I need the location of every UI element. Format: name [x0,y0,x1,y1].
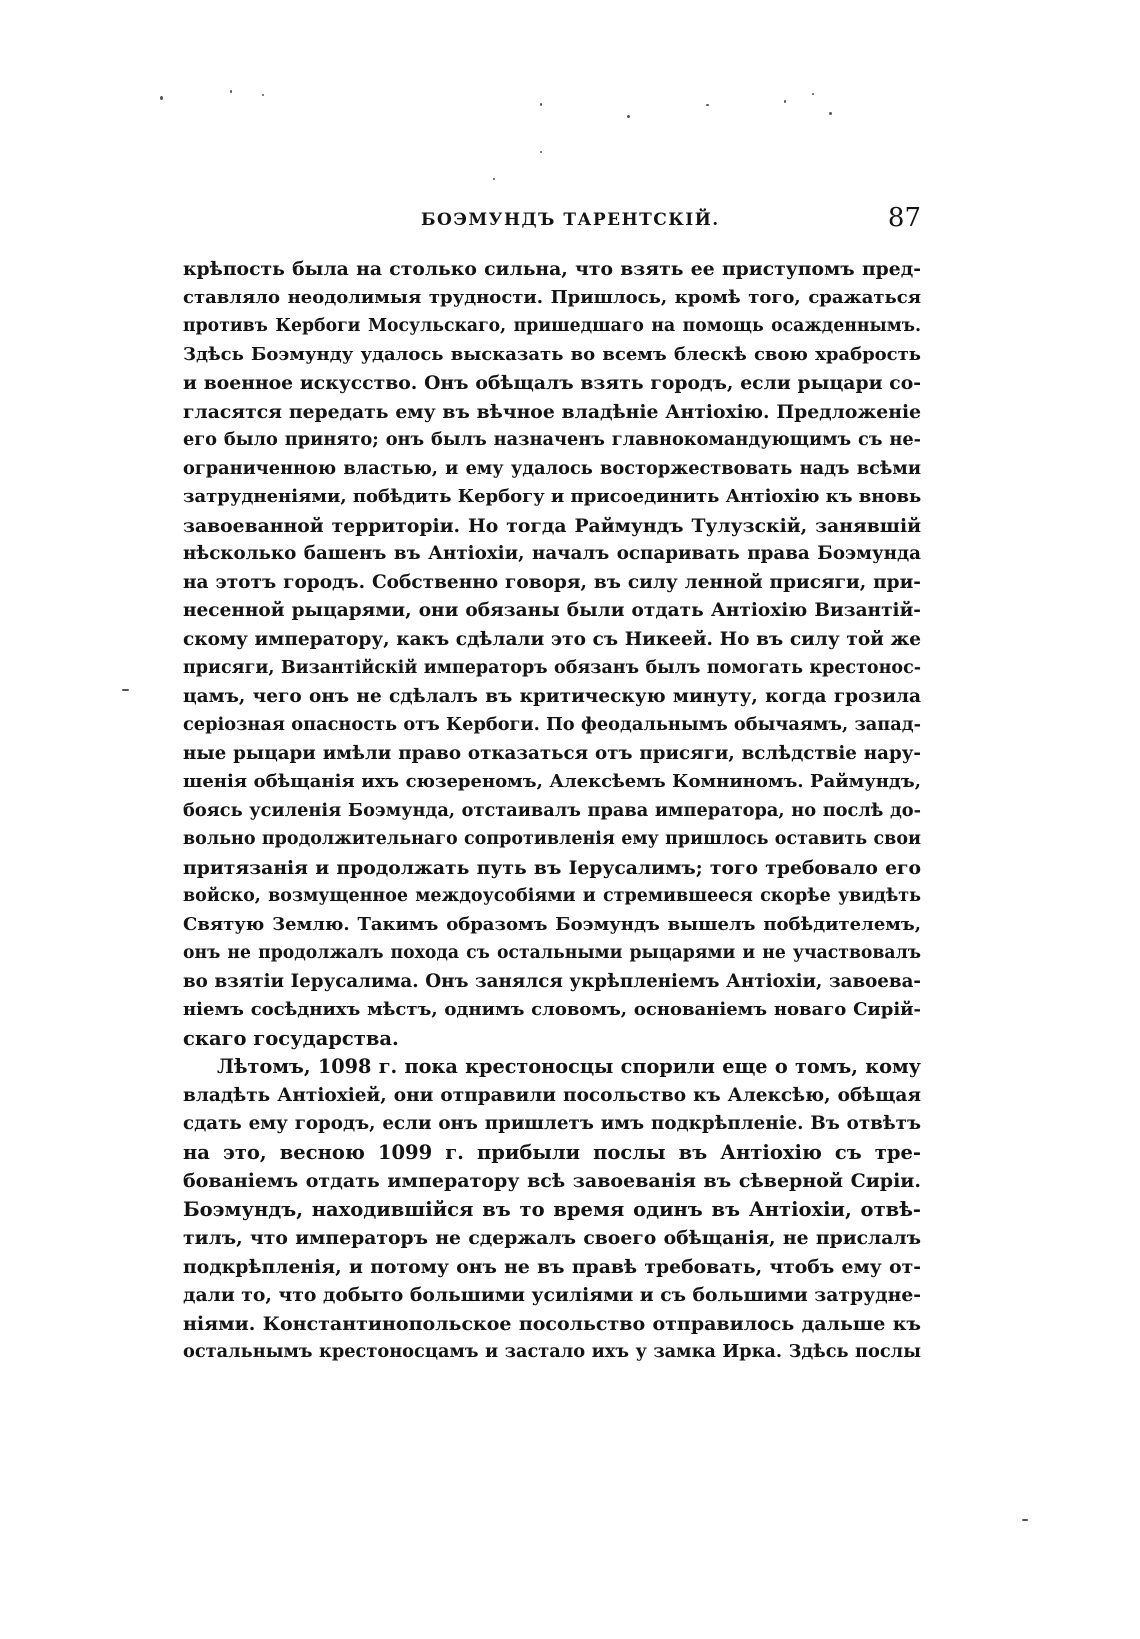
scan-speck [540,103,542,106]
text-line: бованіемъ отдать императору всѣ завоеванія въ сѣверной Сиріи. [183,1170,921,1192]
text-line: ніями. Константинопольское посольство отправилось дальше къ [183,1312,921,1335]
paragraph [183,255,921,1053]
text-line: сдать ему городъ, если онъ пришлетъ имъ подкрѣпленіе. Въ отвѣтъ [183,1113,921,1134]
text-line: на этотъ городъ. Собственно говоря, въ силу ленной присяги, при- [183,571,921,593]
scan-speck [540,151,542,153]
text-line: боясь усиленія Боэмунда, отстаивалъ права императора, но послѣ до- [183,799,921,821]
scan-speck [829,112,832,115]
text-line: владѣть Антіохіей, они отправили посольство къ Алексѣю, обѣщая [183,1084,921,1106]
text-line: во взятіи Іерусалима. Онъ занялся укрѣпленіемъ Антіохіи, завоева- [183,970,921,992]
text-line: Лѣтомъ, 1098 г. пока крестоносцы спорили еще о томъ, кому [217,1055,921,1078]
text-line: завоеванной территоріи. Но тогда Раймундъ Тулузскій, занявшій [183,514,921,537]
text-line: крѣпость была на столько сильна, что взять ее приступомъ пред- [183,258,921,280]
text-line: ніемъ сосѣднихъ мѣстъ, однимъ словомъ, основаніемъ новаго Сирій- [183,999,921,1020]
page-number: 87 [887,203,921,233]
scan-speck [706,104,709,106]
text-line: притязанія и продолжать путь въ Іерусалимъ; того требовало его [183,856,921,879]
scan-speck [262,94,264,96]
text-line: тилъ, что императоръ не сдержалъ своего обѣщанія, не прислалъ [183,1227,921,1249]
text-line: Здѣсь Боэмунду удалось высказать во всемъ блескѣ свою храбрость [183,343,921,365]
text-line: нѣсколько башенъ въ Антіохіи, началъ оспаривать права Боэмунда [183,543,921,564]
text-line: присяги, Византійскій императоръ обязанъ былъ помогать крестонос- [183,658,921,678]
text-line: ставляло неодолимыя трудности. Пришлось, кромѣ того, сражаться [183,286,921,308]
scan-speck [160,96,163,100]
text-line: ные рыцари имѣли право отказаться отъ присяги, вслѣдствіе нару- [183,742,921,764]
scan-speck [784,100,786,103]
scan-speck [493,178,495,180]
text-line: его было принято; онъ былъ назначенъ главнокомандующимъ съ не- [183,429,921,450]
text-line: войско, возмущенное междоусобіями и стремившееся скорѣе увидѣть [183,886,921,906]
scan-speck [122,689,129,691]
text-line: вольно продолжительнаго сопротивленія ему пришлось оставить свои [183,829,921,849]
text-line: гласятся передать ему въ вѣчное владѣніе Антіохію. Предложеніе [183,400,921,423]
body-text [183,255,921,1367]
text-line: Святую Землю. Такимъ образомъ Боэмундъ вышелъ побѣдителемъ, [183,913,921,935]
scan-speck [812,93,814,95]
text-line: остальнымъ крестоносцамъ и застало ихъ у замка Ирка. Здѣсь послы [183,1341,921,1362]
text-line: цамъ, чего онъ не сдѣлалъ въ критическую минуту, когда грозила [183,685,921,707]
page-header [183,203,921,237]
text-line: затрудненіями, побѣдить Кербогу и присоединить Антіохію къ вновь [183,486,921,507]
text-line: онъ не продолжалъ похода съ остальными рыцарями и не участвовалъ [183,943,921,963]
paragraph [183,1053,921,1367]
text-line: на это, весною 1099 г. прибыли послы въ Антіохію съ тре- [183,1140,921,1164]
text-line: противъ Кербоги Мосульскаго, пришедшаго на помощь осажденнымъ. [183,316,921,336]
text-line: скаго государства. [183,1026,399,1050]
scan-speck [1022,1519,1028,1521]
text-line: серіозная опасность отъ Кербоги. По феодальнымъ обычаямъ, запад- [183,714,921,735]
text-line: скому императору, какъ сдѣлали это съ Никеей. Но въ силу той же [183,628,921,650]
text-line: Боэмундъ, находившійся въ то время одинъ въ Антіохіи, отвѣ- [183,1197,921,1221]
scan-speck [627,115,630,118]
text-line: дали то, что добыто большими усиліями и съ большими затрудне- [183,1284,921,1306]
running-title: БОЭМУНДЪ ТАРЕНТСКІЙ. [421,210,720,230]
text-line: и военное искусство. Онъ обѣщалъ взять городъ, если рыцари со- [183,372,921,394]
scan-speck [230,90,232,93]
text-line: ограниченною властью, и ему удалось восторжествовать надъ всѣми [183,457,921,479]
text-line: несенной рыцарями, они обязаны были отдать Антіохію Византій- [183,600,921,621]
text-line: подкрѣпленія, и потому онъ не въ правѣ требовать, чтобъ ему от- [183,1255,921,1278]
text-line: шенія обѣщанія ихъ сюзереномъ, Алексѣемъ Комниномъ. Раймундъ, [183,771,921,792]
